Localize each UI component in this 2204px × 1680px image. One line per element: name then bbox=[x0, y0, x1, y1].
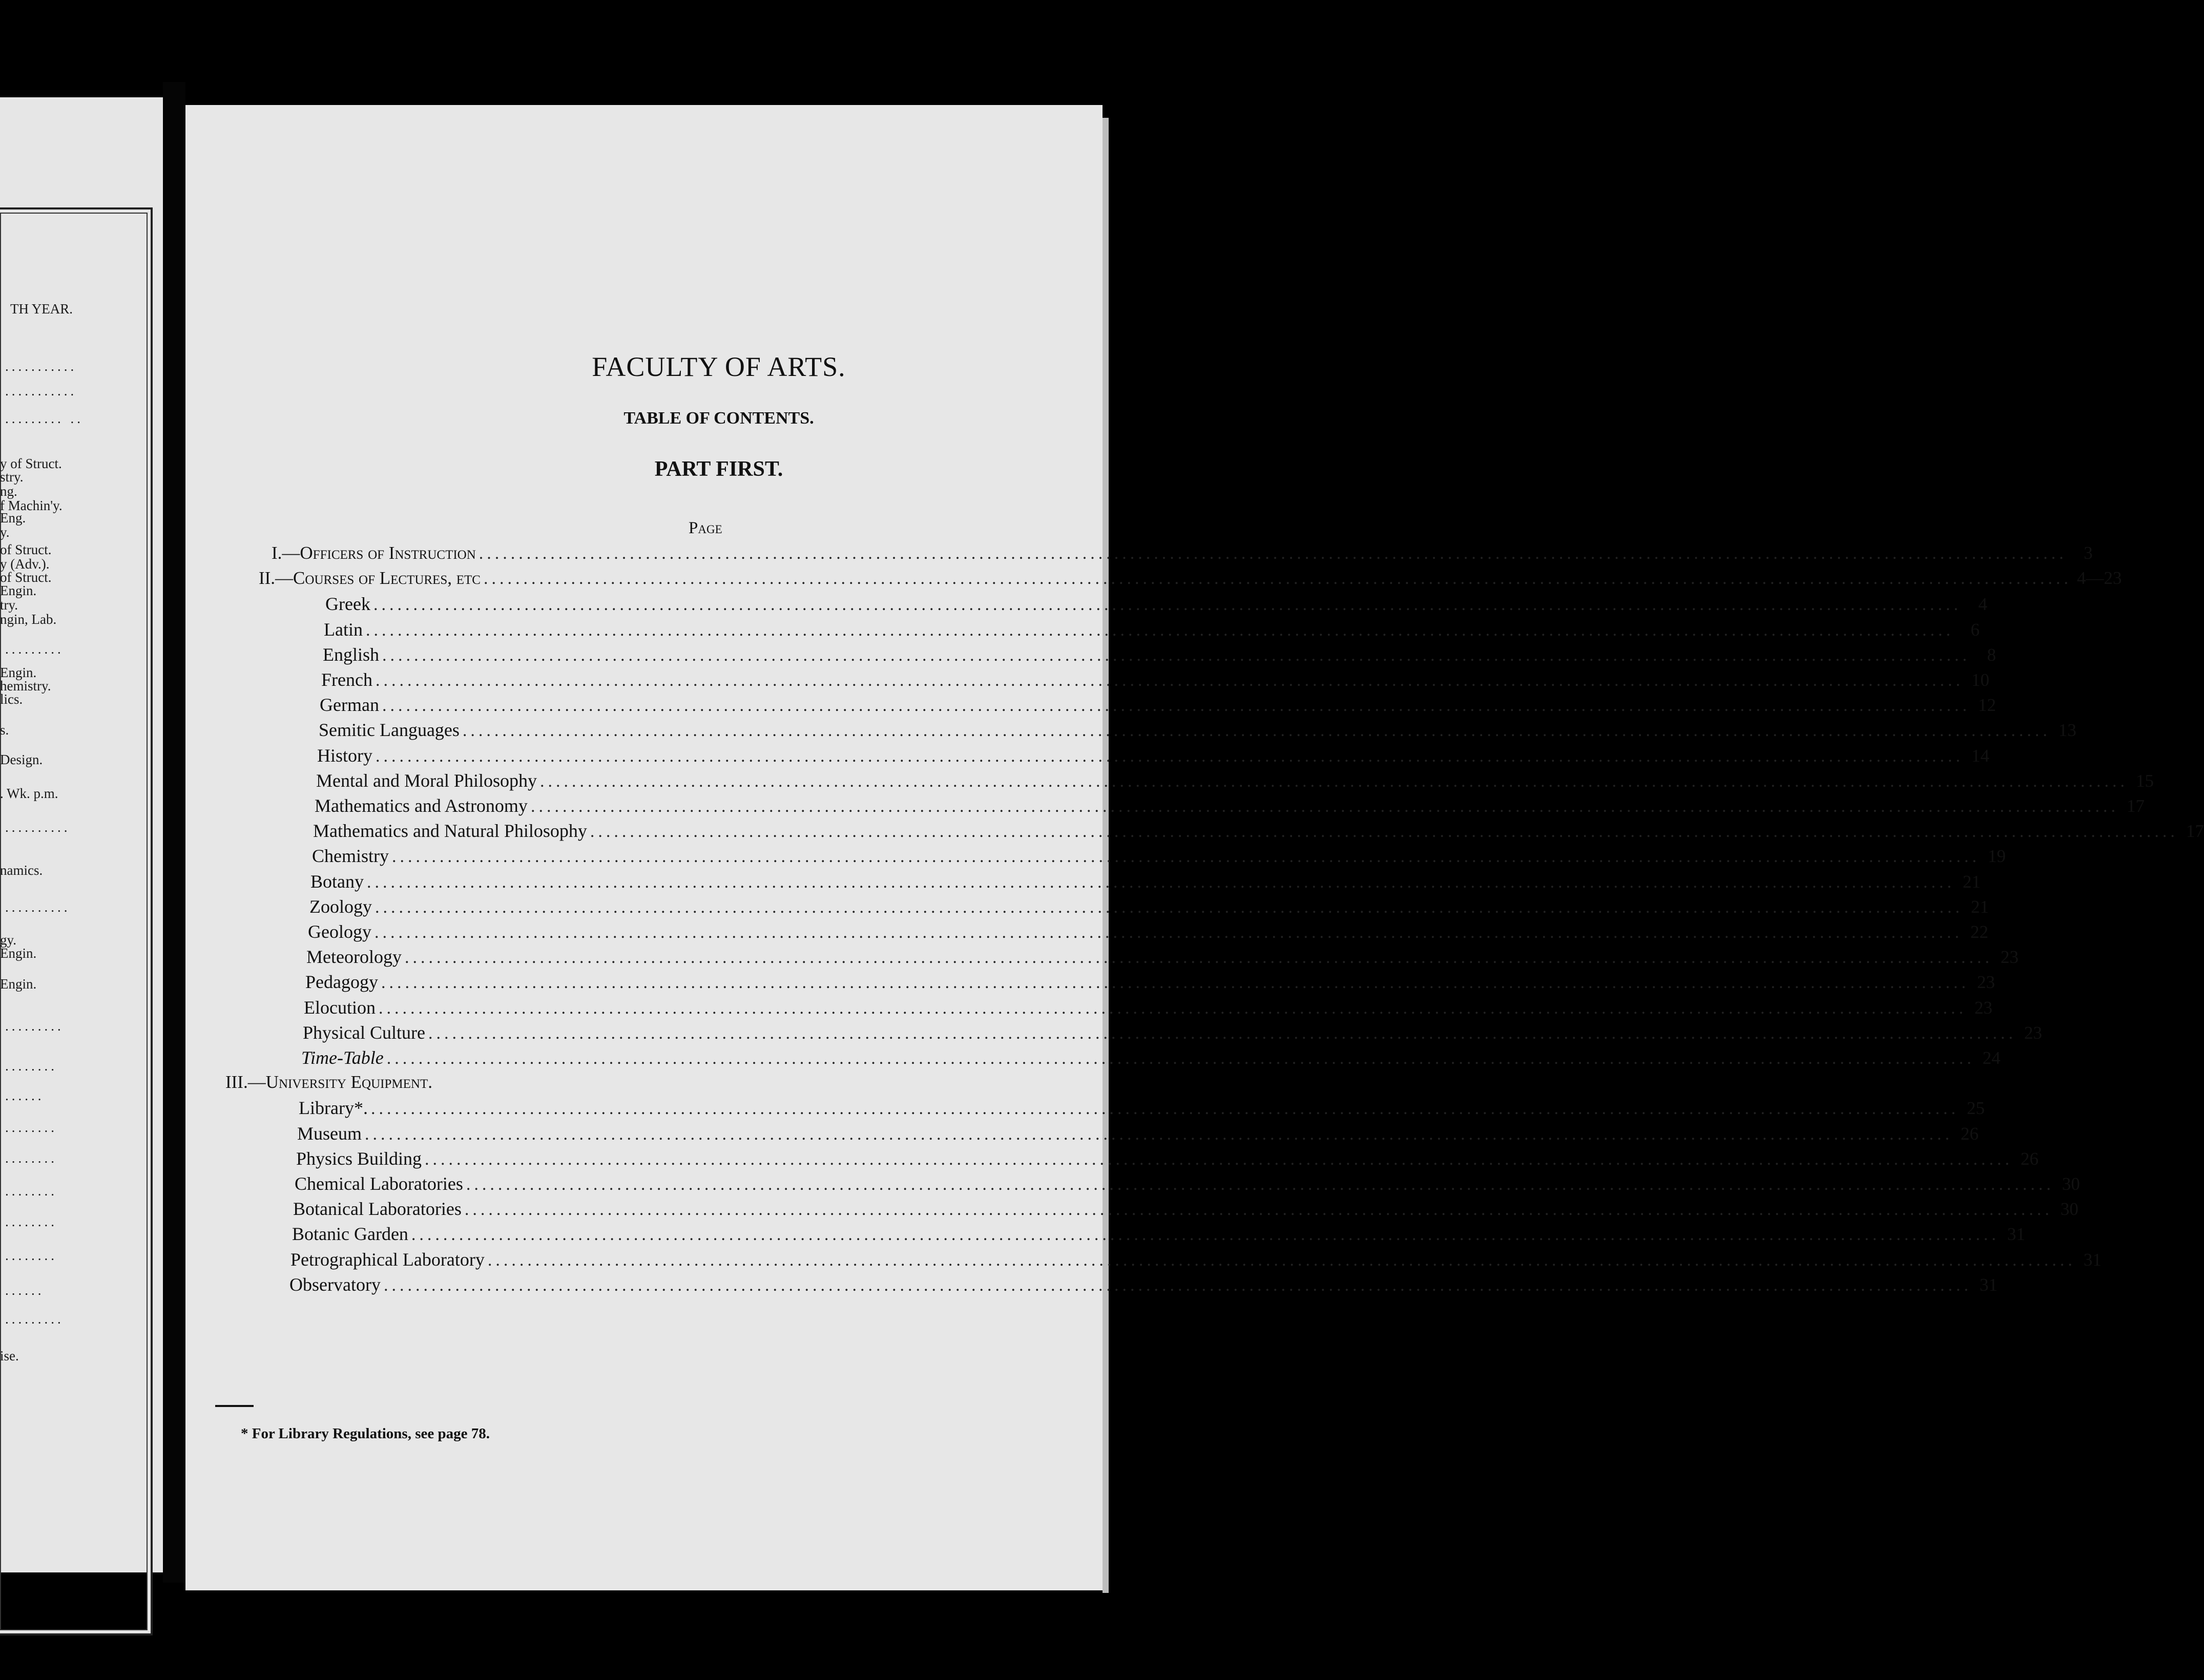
toc-entry-label: Semitic Languages bbox=[319, 720, 460, 741]
toc-entry bbox=[301, 1047, 2001, 1070]
dot-leader: ........................................................................................................................................................................................................ bbox=[428, 1023, 2016, 1043]
facing-page-line: ........ bbox=[5, 1248, 57, 1263]
dot-leader: ........................................................................................................................................................................................................ bbox=[375, 897, 1963, 917]
toc-entry-page: 30 bbox=[2060, 1199, 2078, 1220]
dot-leader: ........................................................................................................................................................................................................ bbox=[375, 671, 1964, 690]
dot-leader: ........................................................................................................................................................................................................ bbox=[374, 923, 1963, 942]
toc-entry-page: 30 bbox=[2062, 1174, 2080, 1194]
toc-entry-label: Physical Culture bbox=[303, 1022, 425, 1043]
dot-leader: ........................................................................................................................................................................................................ bbox=[386, 1049, 1975, 1068]
toc-entry-page: 31 bbox=[2083, 1249, 2102, 1270]
toc-entry bbox=[324, 619, 1980, 642]
facing-page-line: ........... bbox=[5, 383, 77, 398]
facing-page bbox=[0, 97, 163, 1572]
facing-page-line: ........ bbox=[5, 1058, 57, 1074]
facing-page-line: ........ bbox=[5, 1150, 57, 1166]
toc-entry-label: Museum bbox=[297, 1123, 362, 1144]
facing-page-line: ........ bbox=[5, 1183, 57, 1199]
toc-entry bbox=[290, 1249, 2102, 1272]
dot-leader: ........................................................................................................................................................................................................ bbox=[383, 1275, 1972, 1295]
toc-entry-page: 25 bbox=[1966, 1098, 1985, 1119]
toc-entry-page: 17 bbox=[2186, 821, 2204, 842]
facing-page-line: namics. bbox=[0, 863, 43, 878]
toc-entry-label: Observatory bbox=[289, 1274, 381, 1295]
toc-entry-label: Chemical Laboratories bbox=[295, 1173, 463, 1194]
dot-leader: ........................................................................................................................................................................................................ bbox=[487, 1250, 2076, 1270]
toc-entry-page: 3 bbox=[2084, 543, 2093, 563]
facing-page-line: ......... bbox=[5, 1018, 64, 1034]
facing-page-line: y of Struct. bbox=[0, 456, 62, 471]
toc-entry bbox=[320, 694, 1996, 718]
facing-page-line: ......... .. bbox=[5, 411, 84, 426]
facing-page-line: ngin, Lab. bbox=[0, 612, 57, 627]
toc-entry bbox=[321, 669, 1989, 692]
toc-entry-label: Botany bbox=[310, 871, 364, 892]
toc-entry-label: Zoology bbox=[309, 896, 372, 917]
toc-entry-page: 17 bbox=[2126, 796, 2145, 816]
toc-entry-page: 6 bbox=[1970, 619, 1980, 640]
dot-leader: ........................................................................................................................................................................................................ bbox=[462, 721, 2051, 741]
toc-entry bbox=[296, 1148, 2039, 1171]
toc-entry-page: 23 bbox=[1977, 972, 1995, 993]
toc-entry-label: Greek bbox=[325, 594, 370, 615]
facing-page-line: TH YEAR. bbox=[10, 301, 73, 317]
toc-entry-label: Mathematics and Natural Philosophy bbox=[313, 821, 587, 842]
toc-entry-page: 13 bbox=[2058, 720, 2076, 741]
dot-leader: ........................................................................................................................................................................................................ bbox=[381, 973, 1969, 993]
toc-heading: TABLE OF CONTENTS. bbox=[623, 409, 814, 428]
toc-entry bbox=[319, 719, 2076, 743]
facing-page-line: Engin. bbox=[0, 976, 37, 992]
toc-entry-label: Time-Table bbox=[301, 1047, 384, 1068]
facing-page-line: Engin. bbox=[0, 665, 37, 680]
toc-entry-label: Library*. bbox=[299, 1098, 368, 1119]
facing-page-line: ...... bbox=[5, 1283, 45, 1298]
facing-page-line: Design. bbox=[0, 752, 43, 767]
dot-leader: ........................................................................................................................................................................................................ bbox=[466, 1175, 2054, 1194]
facing-page-line: ng. bbox=[0, 484, 17, 499]
dot-leader: ........................................................................................................................................................................................................ bbox=[392, 847, 1980, 867]
dot-leader: ........................................................................................................................................................................................................ bbox=[483, 569, 2072, 589]
facing-page-line: s. bbox=[0, 722, 9, 738]
part-heading: PART FIRST. bbox=[654, 457, 783, 481]
book-gutter bbox=[163, 82, 185, 1583]
toc-entry bbox=[313, 820, 2204, 844]
toc-entry-page: 22 bbox=[1970, 922, 1988, 942]
toc-entry-label: Meteorology bbox=[306, 947, 402, 968]
toc-entry-page: 31 bbox=[1979, 1274, 1998, 1295]
toc-entry-page: 26 bbox=[2021, 1148, 2039, 1169]
toc-entry-label: Botanic Garden bbox=[292, 1224, 408, 1245]
toc-entry bbox=[293, 1198, 2078, 1222]
toc-entry bbox=[309, 896, 1989, 919]
facing-page-line: ...... bbox=[5, 1088, 45, 1103]
dot-leader: ........................................................................................................................................................................................................ bbox=[365, 620, 1954, 640]
toc-entry-page: 24 bbox=[1982, 1048, 2001, 1068]
facing-page-line: Engin. bbox=[0, 583, 37, 598]
dot-leader: ........................................................................................................................................................................................................ bbox=[376, 746, 1964, 766]
toc-entry-label: German bbox=[320, 695, 379, 716]
page-column-label: Page bbox=[689, 519, 722, 537]
dot-leader: ........................................................................................................................................................................................................ bbox=[365, 1124, 1953, 1144]
facing-page-line: y. bbox=[0, 524, 10, 540]
facing-page-line: ........ bbox=[5, 1120, 57, 1135]
dot-leader: ........................................................................................................................................................................................................ bbox=[479, 544, 2067, 563]
facing-page-line: ise. bbox=[0, 1348, 19, 1363]
dot-leader: ........................................................................................................................................................................................................ bbox=[464, 1200, 2053, 1220]
facing-page-line: ......... bbox=[5, 1311, 64, 1327]
toc-entry-label: Petrographical Laboratory bbox=[290, 1249, 485, 1270]
toc-entry-label: History bbox=[317, 745, 372, 766]
dot-leader: ........................................................................................................................................................................................................ bbox=[425, 1149, 2013, 1169]
toc-entry bbox=[289, 1274, 1998, 1297]
facing-page-line: stry. bbox=[0, 469, 24, 485]
toc-entry-page: 15 bbox=[2135, 770, 2154, 791]
toc-entry-page: 14 bbox=[1971, 745, 1989, 766]
toc-entry-page: 21 bbox=[1963, 871, 1981, 892]
dot-leader: ........................................................................................................................................................................................................ bbox=[539, 771, 2128, 791]
dot-leader: ........................................................................................................................................................................................................ bbox=[382, 645, 1971, 665]
toc-entry bbox=[323, 644, 1997, 667]
facing-page-line: . Wk. p.m. bbox=[0, 786, 58, 801]
toc-entry bbox=[225, 1072, 911, 1096]
toc-entry-label: Botanical Laboratories bbox=[293, 1199, 462, 1220]
footnote-rule bbox=[215, 1405, 254, 1407]
toc-entry-page: 23 bbox=[2000, 947, 2019, 968]
toc-entry bbox=[315, 795, 2145, 818]
toc-entry bbox=[297, 1123, 1979, 1146]
toc-entry bbox=[306, 946, 2019, 970]
toc-entry bbox=[304, 997, 1992, 1020]
dot-leader: ........................................................................................................................................................................................................ bbox=[378, 998, 1967, 1018]
facing-page-line: ......... bbox=[5, 641, 64, 657]
toc-entry-label: English bbox=[323, 644, 380, 665]
faculty-title: FACULTY OF ARTS. bbox=[592, 351, 846, 382]
dot-leader: ........................................................................................................................................................................................................ bbox=[370, 1099, 1959, 1119]
toc-entry-page: 21 bbox=[1971, 896, 1989, 917]
dot-leader: ........................................................................................................................................................................................................ bbox=[404, 948, 1993, 968]
toc-entry bbox=[303, 1022, 2042, 1045]
toc-entry-page: 23 bbox=[1974, 997, 1992, 1018]
toc-entry-label: II.—Courses of Lectures, etc bbox=[259, 568, 481, 589]
facing-page-line: hemistry. bbox=[0, 678, 51, 694]
dot-leader: ........................................................................................................................................................................................................ bbox=[373, 595, 1962, 615]
facing-page-line: gy. bbox=[0, 932, 16, 948]
dot-leader: ........................................................................................................................................................................................................ bbox=[530, 797, 2119, 816]
facing-page-line: .......... bbox=[5, 899, 71, 915]
dot-leader: ........................................................................................................................................................................................................ bbox=[367, 872, 1955, 892]
facing-page-line: Eng. bbox=[0, 510, 26, 526]
toc-entry-label: Elocution bbox=[304, 997, 376, 1018]
toc-entry bbox=[308, 921, 1988, 944]
toc-entry-page: 31 bbox=[2007, 1224, 2025, 1245]
toc-entry bbox=[312, 845, 2006, 869]
toc-entry-label: Chemistry bbox=[312, 846, 389, 867]
facing-page-line: of Struct. bbox=[0, 542, 52, 557]
toc-entry-label: Mathematics and Astronomy bbox=[315, 795, 528, 816]
toc-entry bbox=[299, 1097, 1985, 1121]
toc-entry-label: Physics Building bbox=[296, 1148, 422, 1169]
toc-entry-label: I.—Officers of Instruction bbox=[272, 543, 476, 563]
dot-leader: ........................................................................................................................................................................................................ bbox=[590, 822, 2178, 842]
facing-page-line: lics. bbox=[0, 691, 23, 707]
facing-page-line: of Struct. bbox=[0, 570, 52, 585]
toc-entry-label: Geology bbox=[308, 921, 371, 942]
toc-entry-page: 19 bbox=[1988, 846, 2006, 867]
toc-entry-label: Latin bbox=[324, 619, 363, 640]
facing-page-line: try. bbox=[0, 597, 18, 613]
facing-page-line: ........ bbox=[5, 1214, 57, 1229]
toc-entry-page: 8 bbox=[1987, 644, 1997, 665]
toc-entry bbox=[272, 543, 2093, 566]
facing-page-line: ........... bbox=[5, 359, 77, 374]
toc-entry-page: 4 bbox=[1978, 594, 1987, 615]
toc-entry bbox=[317, 745, 1989, 768]
toc-entry bbox=[292, 1223, 2025, 1247]
facing-page-line: f Machin'y. bbox=[0, 498, 63, 513]
facing-page-line: y (Adv.). bbox=[0, 556, 50, 572]
toc-entry bbox=[295, 1173, 2080, 1196]
toc-entry-label: Pedagogy bbox=[305, 972, 378, 993]
toc-entry bbox=[316, 770, 2154, 793]
toc-entry-label: III.—University Equipment. bbox=[225, 1072, 432, 1093]
toc-entry-page: 26 bbox=[1961, 1123, 1979, 1144]
footnote: * For Library Regulations, see page 78. bbox=[241, 1425, 490, 1442]
toc-entry-page: 10 bbox=[1971, 670, 1989, 690]
dot-leader: ........................................................................................................................................................................................................ bbox=[382, 696, 1970, 716]
facing-page-line: .......... bbox=[5, 820, 71, 835]
toc-entry-label: French bbox=[321, 669, 372, 690]
toc-entry bbox=[305, 971, 1995, 995]
toc-entry-page: 4—23 bbox=[2076, 568, 2122, 589]
toc-entry-page: 12 bbox=[1978, 695, 1996, 716]
toc-entry bbox=[310, 871, 1981, 894]
dot-leader: ........................................................................................................................................................................................................ bbox=[411, 1225, 2000, 1245]
toc-entry-label: Mental and Moral Philosophy bbox=[316, 770, 537, 791]
toc-entry bbox=[325, 593, 1987, 617]
toc-entry bbox=[259, 568, 2122, 592]
facing-page-line: Engin. bbox=[0, 946, 37, 961]
toc-entry-page: 23 bbox=[2024, 1022, 2042, 1043]
